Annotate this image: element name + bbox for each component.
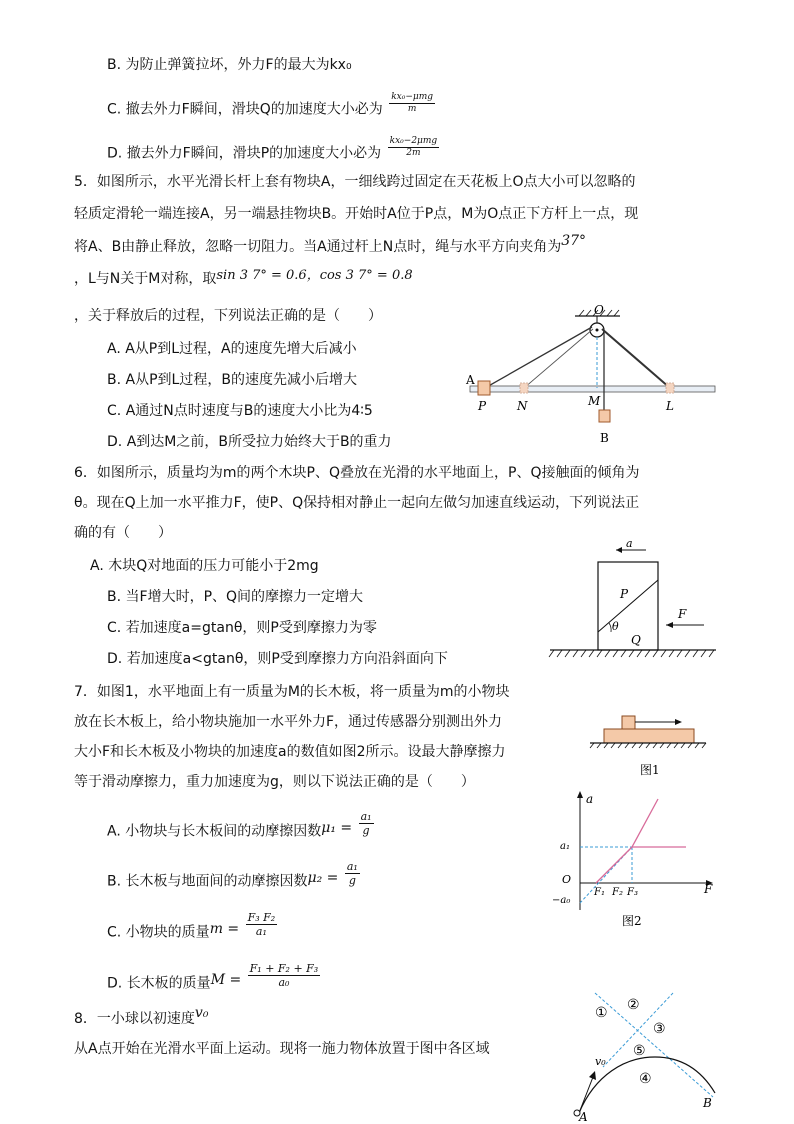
option-text: A从P到L过程，B的速度先减小后增大 xyxy=(125,372,357,388)
axis-label-f: F xyxy=(704,882,713,896)
q7-option-c xyxy=(107,911,277,946)
numerator: F₃ F₂ xyxy=(247,911,276,924)
option-label: C. xyxy=(107,403,122,419)
q7-option-a xyxy=(107,810,374,845)
q6-option-a xyxy=(90,557,319,575)
option-text: 撤去外力F瞬间，滑块P的加速度大小必为 xyxy=(126,145,382,162)
option-label: C. xyxy=(107,101,122,118)
label-f: F xyxy=(678,607,687,621)
formula-lhs: M = xyxy=(210,971,242,988)
label-q: Q xyxy=(631,633,641,647)
q7-option-b xyxy=(107,860,360,895)
option-label: D. xyxy=(107,434,123,450)
q5-stem-line5: ，关于释放后的过程，下列说法正确的是（ ） xyxy=(74,308,382,324)
option-label: B. xyxy=(107,372,122,388)
label-m: M xyxy=(588,394,601,408)
block-a xyxy=(478,381,490,395)
label-accel: a xyxy=(626,537,633,550)
q5-option-c xyxy=(107,402,373,420)
block-line xyxy=(632,799,658,847)
region-4: ④ xyxy=(639,1071,652,1087)
label-theta: θ xyxy=(612,620,619,633)
q7-stem-line1: 7．如图1，水平地面上有一质量为M的长木板，将一质量为m的小物块 xyxy=(74,684,510,700)
q7-stem-line4: 等于滑动摩擦力，重力加速度为g，则以下说法正确的是（ ） xyxy=(74,774,475,790)
label-a: A xyxy=(466,373,475,387)
q7-figure1 xyxy=(588,710,708,780)
denominator: g xyxy=(348,874,356,887)
q6-stem-line3: 确的有（ ） xyxy=(74,525,172,541)
option-label: A. xyxy=(107,823,121,840)
denominator: m xyxy=(407,104,417,114)
fig1-caption: 图1 xyxy=(640,763,660,777)
option-label: C. xyxy=(107,620,122,636)
denominator: g xyxy=(362,824,370,837)
option-text: 若加速度a<gtanθ，则P受到摩擦力方向沿斜面向下 xyxy=(126,651,448,667)
q5-stem-line3 xyxy=(74,233,587,256)
numerator: a₁ xyxy=(346,860,358,873)
stem-text: ，L与N关于M对称，取 xyxy=(74,271,217,287)
region-5: ⑤ xyxy=(633,1043,646,1059)
label-b: B xyxy=(600,431,609,445)
block-b xyxy=(599,410,610,422)
numerator: kx₀−μmg xyxy=(391,92,434,102)
tick-a1: a₁ xyxy=(560,841,570,852)
option-text: 长木板的质量 xyxy=(126,975,211,992)
fig2-caption: 图2 xyxy=(622,914,642,928)
region-1: ① xyxy=(595,1005,608,1021)
q5-stem-line1: 5．如图所示，水平光滑长杆上套有物块A，一细线跨过固定在天花板上O点大小可以忽略的 xyxy=(74,174,636,190)
option-label: B. xyxy=(107,589,122,605)
q4-option-c xyxy=(107,92,435,121)
region-2: ② xyxy=(627,997,640,1013)
formula-lhs: m = xyxy=(209,920,240,937)
option-text: 当F增大时，P、Q间的摩擦力一定增大 xyxy=(125,589,364,605)
denominator: 2m xyxy=(406,148,421,158)
small-block xyxy=(622,716,635,729)
long-board xyxy=(604,729,694,743)
q8-trajectory-figure xyxy=(565,985,725,1123)
label-v0: v₀ xyxy=(595,1055,606,1068)
q7-option-d xyxy=(107,962,320,997)
horizontal-rod xyxy=(470,386,715,392)
fraction xyxy=(359,810,374,837)
q8-stem-line2: 从A点开始在光滑水平面上运动。现将一施力物体放置于图中各区域 xyxy=(74,1041,490,1057)
option-label: C. xyxy=(107,924,122,941)
q7-stem-line3: 大小F和长木板及小物块的加速度a的数值如图2所示。设最大静摩擦力 xyxy=(74,744,506,760)
q7-figure2-graph xyxy=(548,785,728,935)
option-text: A通过N点时速度与B的速度大小比为4∶5 xyxy=(125,403,373,419)
fraction xyxy=(345,860,360,887)
cos-value: cos 3 7° = 0.8 xyxy=(319,268,413,283)
numerator: a₁ xyxy=(360,810,372,823)
q4-option-b xyxy=(107,56,352,74)
option-text: 若加速度a=gtanθ，则P受到摩擦力为零 xyxy=(125,620,377,636)
label-l: L xyxy=(666,399,674,413)
fraction xyxy=(248,962,321,989)
stem-text: 将A、B由静止释放，忽略一切阻力。当A通过杆上N点时，绳与水平方向夹角为 xyxy=(74,239,562,255)
axis-label-a: a xyxy=(586,792,594,806)
marker-n xyxy=(520,383,528,393)
option-text: A从P到L过程，A的速度先增大后减小 xyxy=(125,341,357,357)
option-label: A. xyxy=(107,341,121,357)
board-line xyxy=(596,847,632,883)
option-text: A到达M之前，B所受拉力始终大于B的重力 xyxy=(126,434,392,450)
numerator: kx₀−2μmg xyxy=(389,136,438,146)
marker-l xyxy=(666,383,674,393)
region-3: ③ xyxy=(653,1021,666,1037)
option-text: 小物块与长木板间的动摩擦因数 xyxy=(125,823,322,840)
option-text: 木块Q对地面的压力可能小于2mg xyxy=(108,558,319,574)
label-o: O xyxy=(594,303,604,317)
q6-block-figure xyxy=(548,537,718,662)
formula-lhs: μ₁ = xyxy=(321,819,353,836)
numerator: F₁ + F₂ + F₃ xyxy=(249,962,319,975)
label-a: A xyxy=(579,1110,588,1124)
q7-stem-line2: 放在长木板上，给小物块施加一水平外力F，通过传感器分别测出外力 xyxy=(74,714,503,730)
tick-f1: F₁ xyxy=(594,887,605,898)
option-text: 小物块的质量 xyxy=(125,924,210,941)
q5-stem-line4 xyxy=(74,270,413,289)
tick-f3: F₃ xyxy=(627,887,638,898)
label-n: N xyxy=(517,399,528,413)
tick-f2: F₂ xyxy=(612,887,623,898)
option-label: D. xyxy=(107,145,123,162)
denominator: a₁ xyxy=(255,925,267,938)
option-text: 长木板与地面间的动摩擦因数 xyxy=(125,873,308,890)
denominator: a₀ xyxy=(278,976,290,989)
q5-option-a xyxy=(107,340,357,358)
label-p: P xyxy=(620,587,629,601)
option-label: D. xyxy=(107,651,123,667)
stem-text: 8．一小球以初速度 xyxy=(74,1011,195,1027)
q5-option-d xyxy=(107,433,392,451)
q6-stem-line1: 6．如图所示，质量均为m的两个木块P、Q叠放在光滑的水平地面上，P、Q接触面的倾角为 xyxy=(74,465,640,481)
fraction xyxy=(246,911,278,938)
origin-label: O xyxy=(562,873,572,886)
sin-value: sin 3 7° = 0.6， xyxy=(216,268,320,283)
fraction xyxy=(388,136,440,159)
q5-pulley-figure xyxy=(460,300,720,450)
q5-option-b xyxy=(107,371,357,389)
option-label: B. xyxy=(107,873,122,890)
option-label: A. xyxy=(90,558,104,574)
tick-neg-a0: −a₀ xyxy=(552,895,571,906)
option-text: 为防止弹簧拉坏，外力F的最大为kx₀ xyxy=(125,57,352,73)
formula-lhs: μ₂ = xyxy=(307,869,339,886)
q6-option-b xyxy=(107,588,363,606)
v0-symbol: v₀ xyxy=(194,1005,209,1021)
label-p: P xyxy=(478,399,487,413)
angle-value: 37° xyxy=(561,233,587,249)
option-label: B. xyxy=(107,57,122,73)
label-b: B xyxy=(703,1096,712,1110)
q6-stem-line2: θ。现在Q上加一水平推力F，使P、Q保持相对静止一起向左做匀加速直线运动，下列说法正 xyxy=(74,495,640,511)
q5-stem-line2: 轻质定滑轮一端连接A，另一端悬挂物块B。开始时A位于P点，M为O点正下方杆上一点，现 xyxy=(74,206,639,222)
option-label: D. xyxy=(107,975,123,992)
q4-option-d xyxy=(107,136,439,165)
fraction xyxy=(389,92,435,115)
q6-option-c xyxy=(107,619,377,637)
q6-option-d xyxy=(107,650,448,668)
q8-stem-line1 xyxy=(74,1005,209,1028)
option-text: 撤去外力F瞬间，滑块Q的加速度大小必为 xyxy=(125,101,383,118)
